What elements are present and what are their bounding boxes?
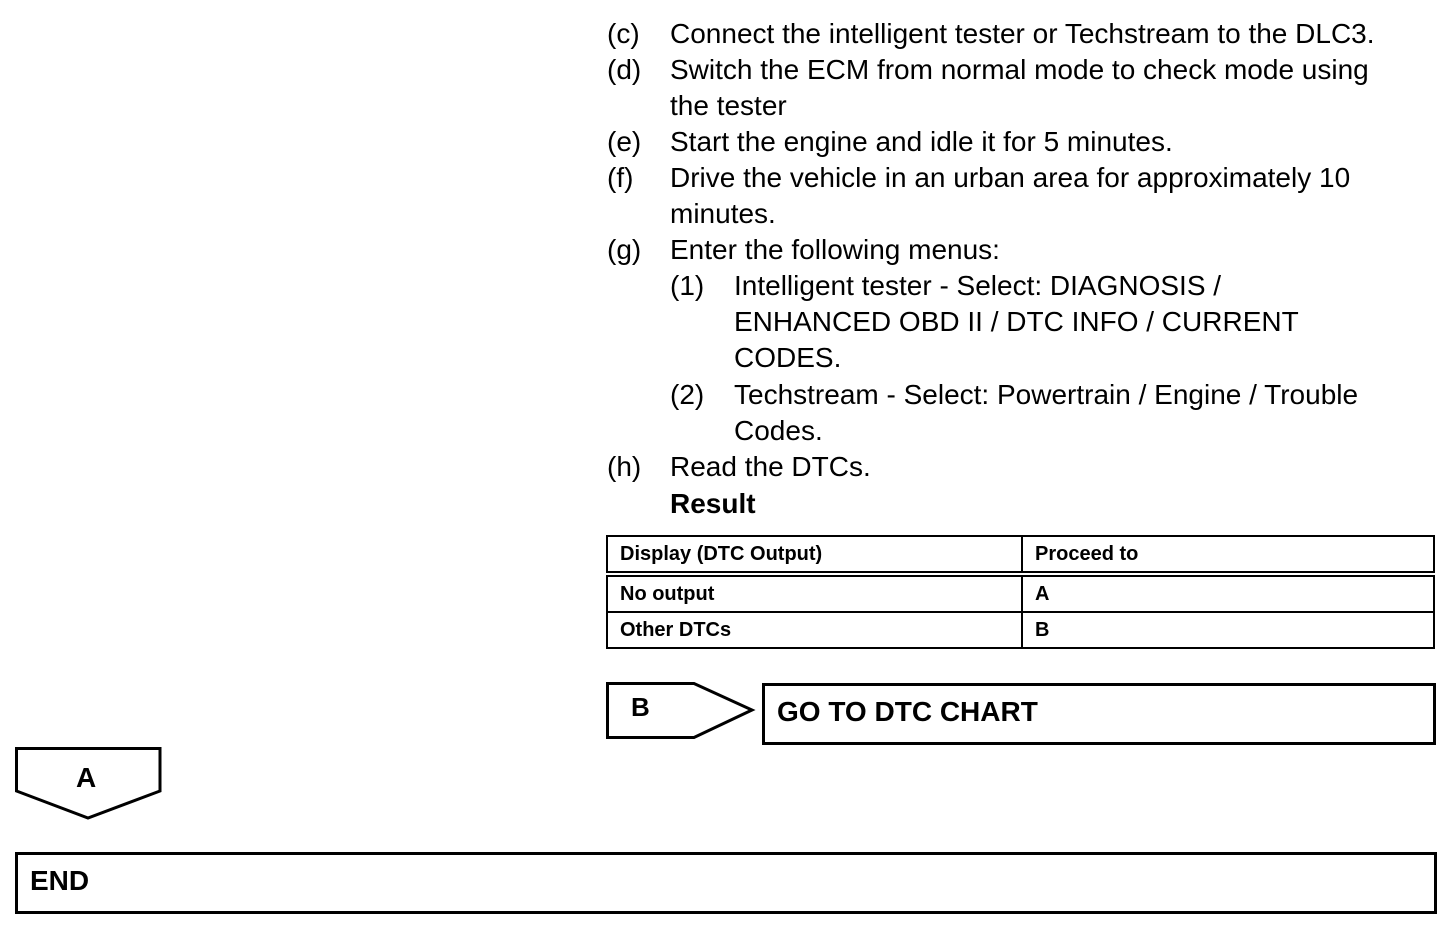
step-label: (g) [607, 234, 642, 265]
table-cell: No output [607, 574, 1022, 612]
substep-text-cont: CODES. [734, 342, 842, 373]
step-label: (c) [607, 18, 640, 49]
table-row [607, 574, 1434, 612]
flow-b-arrow-shape [606, 682, 756, 740]
end-text: END [30, 865, 90, 896]
step-text: Switch the ECM from normal mode to check mode using [670, 54, 1369, 85]
table-cell: B [1022, 612, 1434, 648]
flow-a-label: A [76, 762, 97, 793]
table-cell: Other DTCs [607, 612, 1022, 648]
step-text-cont: the tester [670, 90, 787, 121]
result-title: Result [670, 488, 756, 519]
substep-label: (2) [670, 379, 705, 410]
step-text-cont: minutes. [670, 198, 776, 229]
substep-text-cont: ENHANCED OBD II / DTC INFO / CURRENT [734, 306, 1299, 337]
result-table [606, 535, 1435, 649]
substep-text: Techstream - Select: Powertrain / Engine / Trouble [734, 379, 1359, 410]
table-header-cell: Display (DTC Output) [607, 536, 1022, 574]
table-cell: A [1022, 574, 1434, 612]
step-text: Read the DTCs. [670, 451, 871, 482]
table-row [607, 612, 1434, 648]
goto-dtc-chart-box[interactable] [762, 683, 1436, 745]
step-label: (f) [607, 162, 634, 193]
table-header-cell: Proceed to [1022, 536, 1434, 574]
flow-b-label: B [631, 692, 650, 722]
step-label: (d) [607, 54, 642, 85]
step-label: (h) [607, 451, 642, 482]
step-text: Connect the intelligent tester or Techstream to the DLC3. [670, 18, 1375, 49]
end-box [15, 852, 1437, 914]
step-text: Start the engine and idle it for 5 minutes. [670, 126, 1173, 157]
step-text: Drive the vehicle in an urban area for approximately 10 [670, 162, 1351, 193]
substep-label: (1) [670, 270, 705, 301]
step-label: (e) [607, 126, 642, 157]
step-text: Enter the following menus: [670, 234, 1000, 265]
substep-text: Intelligent tester - Select: DIAGNOSIS / [734, 270, 1222, 301]
table-header-row [607, 536, 1434, 574]
substep-text-cont: Codes. [734, 415, 823, 446]
goto-dtc-chart-text: GO TO DTC CHART [777, 696, 1038, 727]
